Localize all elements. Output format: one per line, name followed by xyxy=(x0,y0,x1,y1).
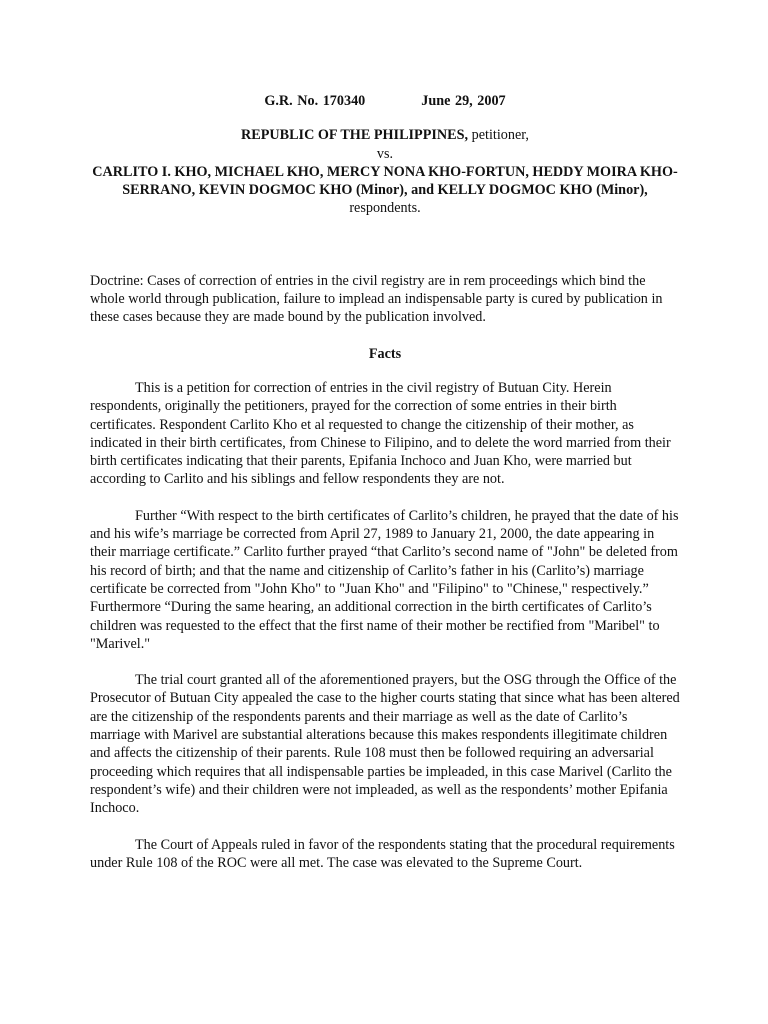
facts-heading: Facts xyxy=(368,345,402,362)
petitioner-role: petitioner, xyxy=(468,127,529,144)
facts-paragraph: The trial court granted all of the aforementioned prayers, but the OSG through the Office of the Prosecutor of Butuan City appealed the case to the higher courts stating that since what has been altered are the citizenship of the respondents parents and their marriage as well as the date of Carlito’s marriage with Marivel are substantial alterations because this makes respondents illegitimate children and affects the citizenship of their parents. Rule 108 must then be followed requiring an adversarial proceeding which requires that all indispensable parties be impleaded, in this case Marivel (Carlito the respondent’s wife) and their children were not impleaded, as well as the respondents’ mother Epifania Inchoco. xyxy=(90,672,680,817)
case-date: June 29, 2007 xyxy=(421,93,506,109)
facts-paragraph: The Court of Appeals ruled in favor of the respondents stating that the procedural requirements under Rule 108 of the ROC were all met. The case was elevated to the Supreme Court. xyxy=(90,836,675,871)
respondents-names: CARLITO I. KHO, MICHAEL KHO, MERCY NONA KHO-FORTUN, HEDDY MOIRA KHO-SERRANO, KEVIN DOGMOC KHO (Minor), and KELLY DOGMOC KHO (Minor), xyxy=(92,163,678,199)
doctrine-paragraph: Doctrine: Cases of correction of entries in the civil registry are in rem proceedings which bind the whole world through publication, failure to implead an indispensable party is cured by publication in these cases because they are made bound by the publication involved. xyxy=(90,272,663,326)
facts-paragraph: Further “With respect to the birth certificates of Carlito’s children, he prayed that the date of his and his wife’s marriage be corrected from April 27, 1989 to January 21, 2000, the date appearing in their marriage certificate.” Carlito further prayed “that Carlito’s second name of "John" be deleted from his record of birth; and that the name and citizenship of Carlito’s father in his (Carlito’s) marriage certificate be corrected from "John Kho" to "Juan Kho" and "Filipino" to "Chinese," respectively.” Furthermore “During the same hearing, an additional correction in the birth certificates of Carlito’s children was requested to the effect that the first name of their mother be rectified from "Maribel" to "Marivel." xyxy=(90,507,679,652)
respondents-line xyxy=(90,163,680,218)
case-header xyxy=(90,92,680,110)
case-caption xyxy=(90,126,680,217)
document-body xyxy=(90,92,680,872)
petitioner-line xyxy=(90,126,680,144)
case-number: G.R. No. 170340 xyxy=(264,93,366,109)
facts-paragraph: This is a petition for correction of entries in the civil registry of Butuan City. Herein respondents, originally the petitioners, prayed for the correction of some entries in their birth certificates. Respondent Carlito Kho et al requested to change the citizenship of their mother, as indicated in their birth certificates, from Chinese to Filipino, and to delete the word married from their birth certificates indicating that their parents, Epifania Inchoco and Juan Kho, were married but according to Carlito and his siblings and fellow respondents they are not. xyxy=(90,379,671,488)
petitioner-name: REPUBLIC OF THE PHILIPPINES, xyxy=(241,127,469,144)
respondents-role: respondents. xyxy=(349,200,421,217)
versus-line: vs. xyxy=(376,145,394,162)
